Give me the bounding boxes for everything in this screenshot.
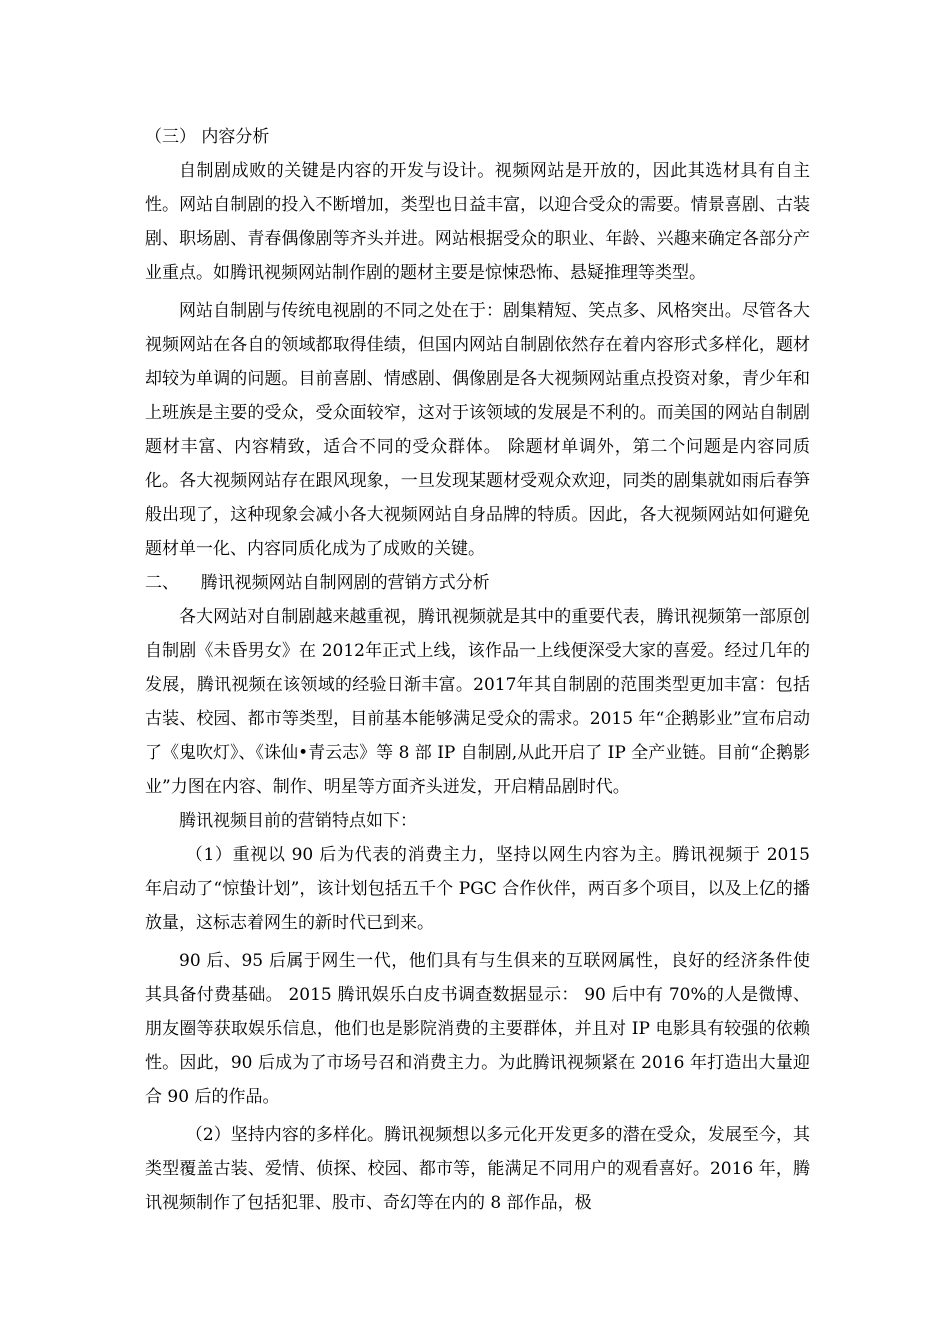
section-heading-content-analysis: （三） 内容分析 (145, 127, 270, 147)
paragraph-tencent-overview: 各大网站对自制剧越来越重视，腾讯视频就是其中的重要代表，腾讯视频第一部原创自制剧《未昏男女》在 2012年正式上线，该作品一上线便深受大家的喜爱。经过几年的发展，腾讯视频在该领域的经验日渐丰富。2017年其自制剧的范围类型更加丰富：包括古装、校园、都市等类型，目前基本能够满足受众的需求。2015 年“企鹅影业”宣布启动了《鬼吹灯》、《诛仙•青云志》等 8 部 IP 自制剧,从此开启了 IP 全产业链。目前“企鹅影业”力图在内容、制作、明星等方面齐头迸发，开启精品剧时代。 (145, 607, 810, 797)
paragraph-post-90s: 90 后、95 后属于网生一代，他们具有与生俱来的互联网属性，良好的经济条件使其具备付费基础。 2015 腾讯娱乐白皮书调查数据显示： 90 后中有 70%的人是微博、朋友圈等获取娱乐信息，他们也是影院消费的主要群体，并且对 IP 电影具有较强的依赖性。因此，90 后成为了市场号召和消费主力。为此腾讯视频紧在 2016 年打造出大量迎合 90 后的作品。 (145, 951, 810, 1107)
paragraph-marketing-intro: 腾讯视频目前的营销特点如下： (179, 811, 417, 831)
paragraph-content-key: 自制剧成败的关键是内容的开发与设计。视频网站是开放的，因此其选材具有自主性。网站自制剧的投入不断增加，类型也日益丰富，以迎合受众的需要。情景喜剧、古装剧、职场剧、青春偶像剧等齐头并进。网站根据受众的职业、年龄、兴趣来确定各部分产业重点。如腾讯视频网站制作剧的题材主要是惊悚恐怖、悬疑推理等类型。 (145, 161, 810, 283)
paragraph-differences: 网站自制剧与传统电视剧的不同之处在于：剧集精短、笑点多、风格突出。尽管各大视频网站在各自的领域都取得佳绩，但国内网站自制剧依然存在着内容形式多样化，题材却较为单调的问题。目前喜剧、情感剧、偶像剧是各大视频网站重点投资对象，青少年和上班族是主要的受众，受众面较窄，这对于该领域的发展是不利的。而美国的网站自制剧题材丰富、内容精致，适合不同的受众群体。 除题材单调外，第二个问题是内容同质化。各大视频网站存在跟风现象，一旦发现某题材受观众欢迎，同类的剧集就如雨后春笋般出现了，这种现象会减小各大视频网站自身品牌的特质。因此，各大视频网站如何避免题材单一化、内容同质化成为了成败的关键。 (145, 301, 810, 559)
paragraph-point-2: （2）坚持内容的多样化。腾讯视频想以多元化开发更多的潜在受众，发展至今，其类型覆盖古装、爱情、侦探、校园、都市等，能满足不同用户的观看喜好。2016 年，腾讯视频制作了包括犯罪、股市、奇幻等在内的 8 部作品，极 (145, 1125, 810, 1213)
document-body (145, 120, 810, 1220)
paragraph-point-1: （1）重视以 90 后为代表的消费主力，坚持以网生内容为主。腾讯视频于 2015 年启动了“惊蛰计划”，该计划包括五千个 PGC 合作伙伴，两百多个项目，以及上亿的播放量，这标志着网生的新时代已到来。 (145, 845, 810, 933)
section-heading-marketing-analysis: 二、 腾讯视频网站自制网剧的营销方式分析 (145, 573, 490, 593)
